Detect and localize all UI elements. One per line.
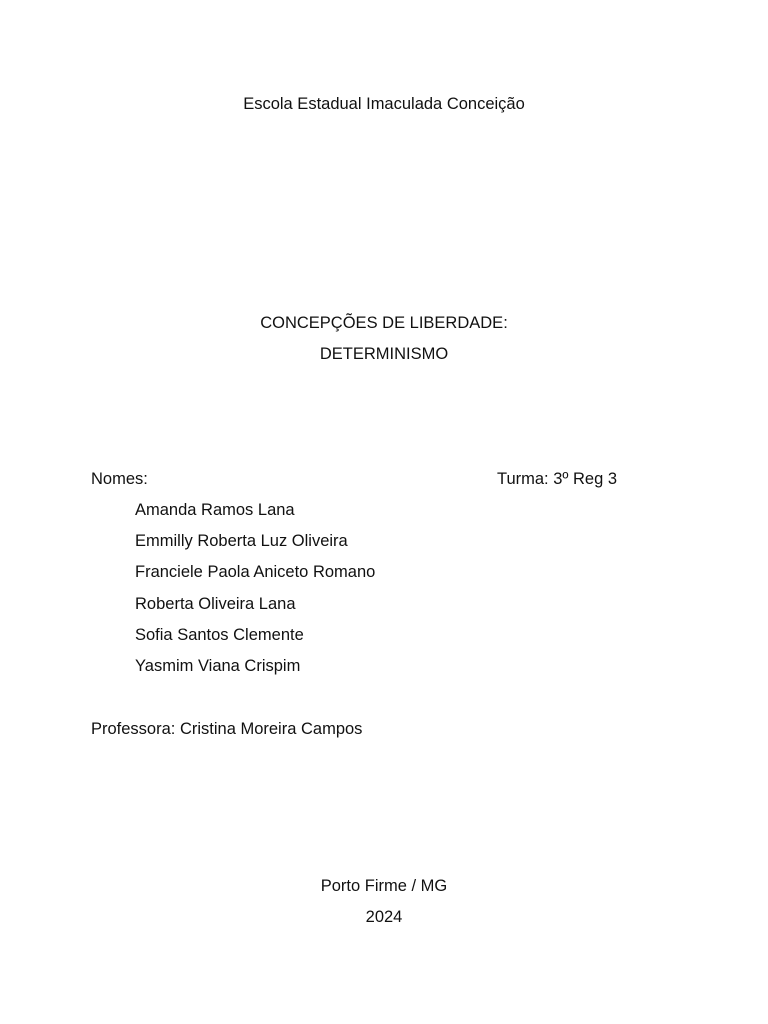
names-label: Nomes: <box>91 470 148 488</box>
city-location: Porto Firme / MG <box>320 877 448 895</box>
list-item: Roberta Oliveira Lana <box>135 594 296 613</box>
list-item: Yasmim Viana Crispim <box>135 656 301 675</box>
list-item: Amanda Ramos Lana <box>135 501 295 519</box>
list-item: Franciele Paola Aniceto Romano <box>135 563 376 582</box>
list-item: Sofia Santos Clemente <box>135 625 304 644</box>
year: 2024 <box>365 908 403 926</box>
professor-name: Professora: Cristina Moreira Campos <box>91 720 363 738</box>
class-label: Turma: 3º Reg 3 <box>497 470 618 488</box>
school-name: Escola Estadual Imaculada Conceição <box>243 95 525 113</box>
title-line-1: CONCEPÇÕES DE LIBERDADE: <box>260 314 508 332</box>
student-names-list <box>135 500 375 687</box>
title-line-2: DETERMINISMO <box>319 345 449 363</box>
list-item: Emmilly Roberta Luz Oliveira <box>135 532 348 551</box>
